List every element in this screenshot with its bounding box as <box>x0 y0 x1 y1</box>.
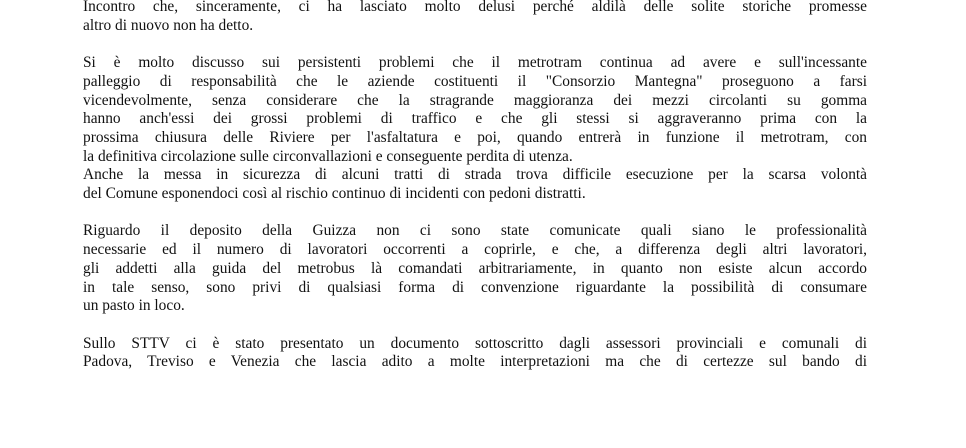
text-line: in tale senso, sono privi di qualsiasi forma di convenzione riguardante la possibilità di consumare <box>83 278 867 296</box>
document-body <box>83 0 867 372</box>
text-line: palleggio di responsabilità che le aziende costituenti il "Consorzio Mantegna" proseguono a farsi <box>83 72 867 90</box>
text-line: prossima chiusura delle Riviere per l'asfaltatura e poi, quando entrerà in funzione il metrotram, con <box>83 128 867 146</box>
paragraph-sttv <box>83 335 867 372</box>
text-line: Padova, Treviso e Venezia che lascia adito a molte interpretazioni ma che di certezze sul bando di <box>83 353 867 371</box>
paragraph-meeting-outcome <box>83 0 867 35</box>
text-line: un pasto in loco. <box>83 297 185 315</box>
text-line: Riguardo il deposito della Guizza non ci sono state comunicate quali siano le professionalità <box>83 222 867 240</box>
paragraph-road-safety <box>83 166 867 203</box>
text-line: Si è molto discusso sui persistenti problemi che il metrotram continua ad avere e sull'incessante <box>83 54 867 72</box>
text-line: Anche la messa in sicurezza di alcuni tratti di strada trova difficile esecuzione per la scarsa volontà <box>83 166 867 184</box>
text-line: altro di nuovo non ha detto. <box>83 16 254 34</box>
text-line: del Comune esponendoci così al rischio continuo di incidenti con pedoni distratti. <box>83 185 586 203</box>
text-line: necessarie ed il numero di lavoratori occorrenti a coprirle, e che, a differenza degli altri lavoratori, <box>83 241 867 259</box>
text-line: gli addetti alla guida del metrobus là comandati arbitrariamente, in quanto non esiste alcun accordo <box>83 259 867 277</box>
text-line: Incontro che, sinceramente, ci ha lasciato molto delusi perché aldilà delle solite storiche promesse <box>83 0 867 15</box>
text-line: vicendevolmente, senza considerare che la stragrande maggioranza dei mezzi circolanti su gomma <box>83 91 867 109</box>
text-line: la definitiva circolazione sulle circonvallazioni e conseguente perdita di utenza. <box>83 147 573 165</box>
paragraph-guizza-depot <box>83 222 867 316</box>
text-line: Sullo STTV ci è stato presentato un documento sottoscritto dagli assessori provinciali e comunali di <box>83 334 867 352</box>
paragraph-metrotram-problems <box>83 54 867 166</box>
text-line: hanno anch'essi dei grossi problemi di traffico e che gli stessi si aggraveranno prima con la <box>83 110 867 128</box>
